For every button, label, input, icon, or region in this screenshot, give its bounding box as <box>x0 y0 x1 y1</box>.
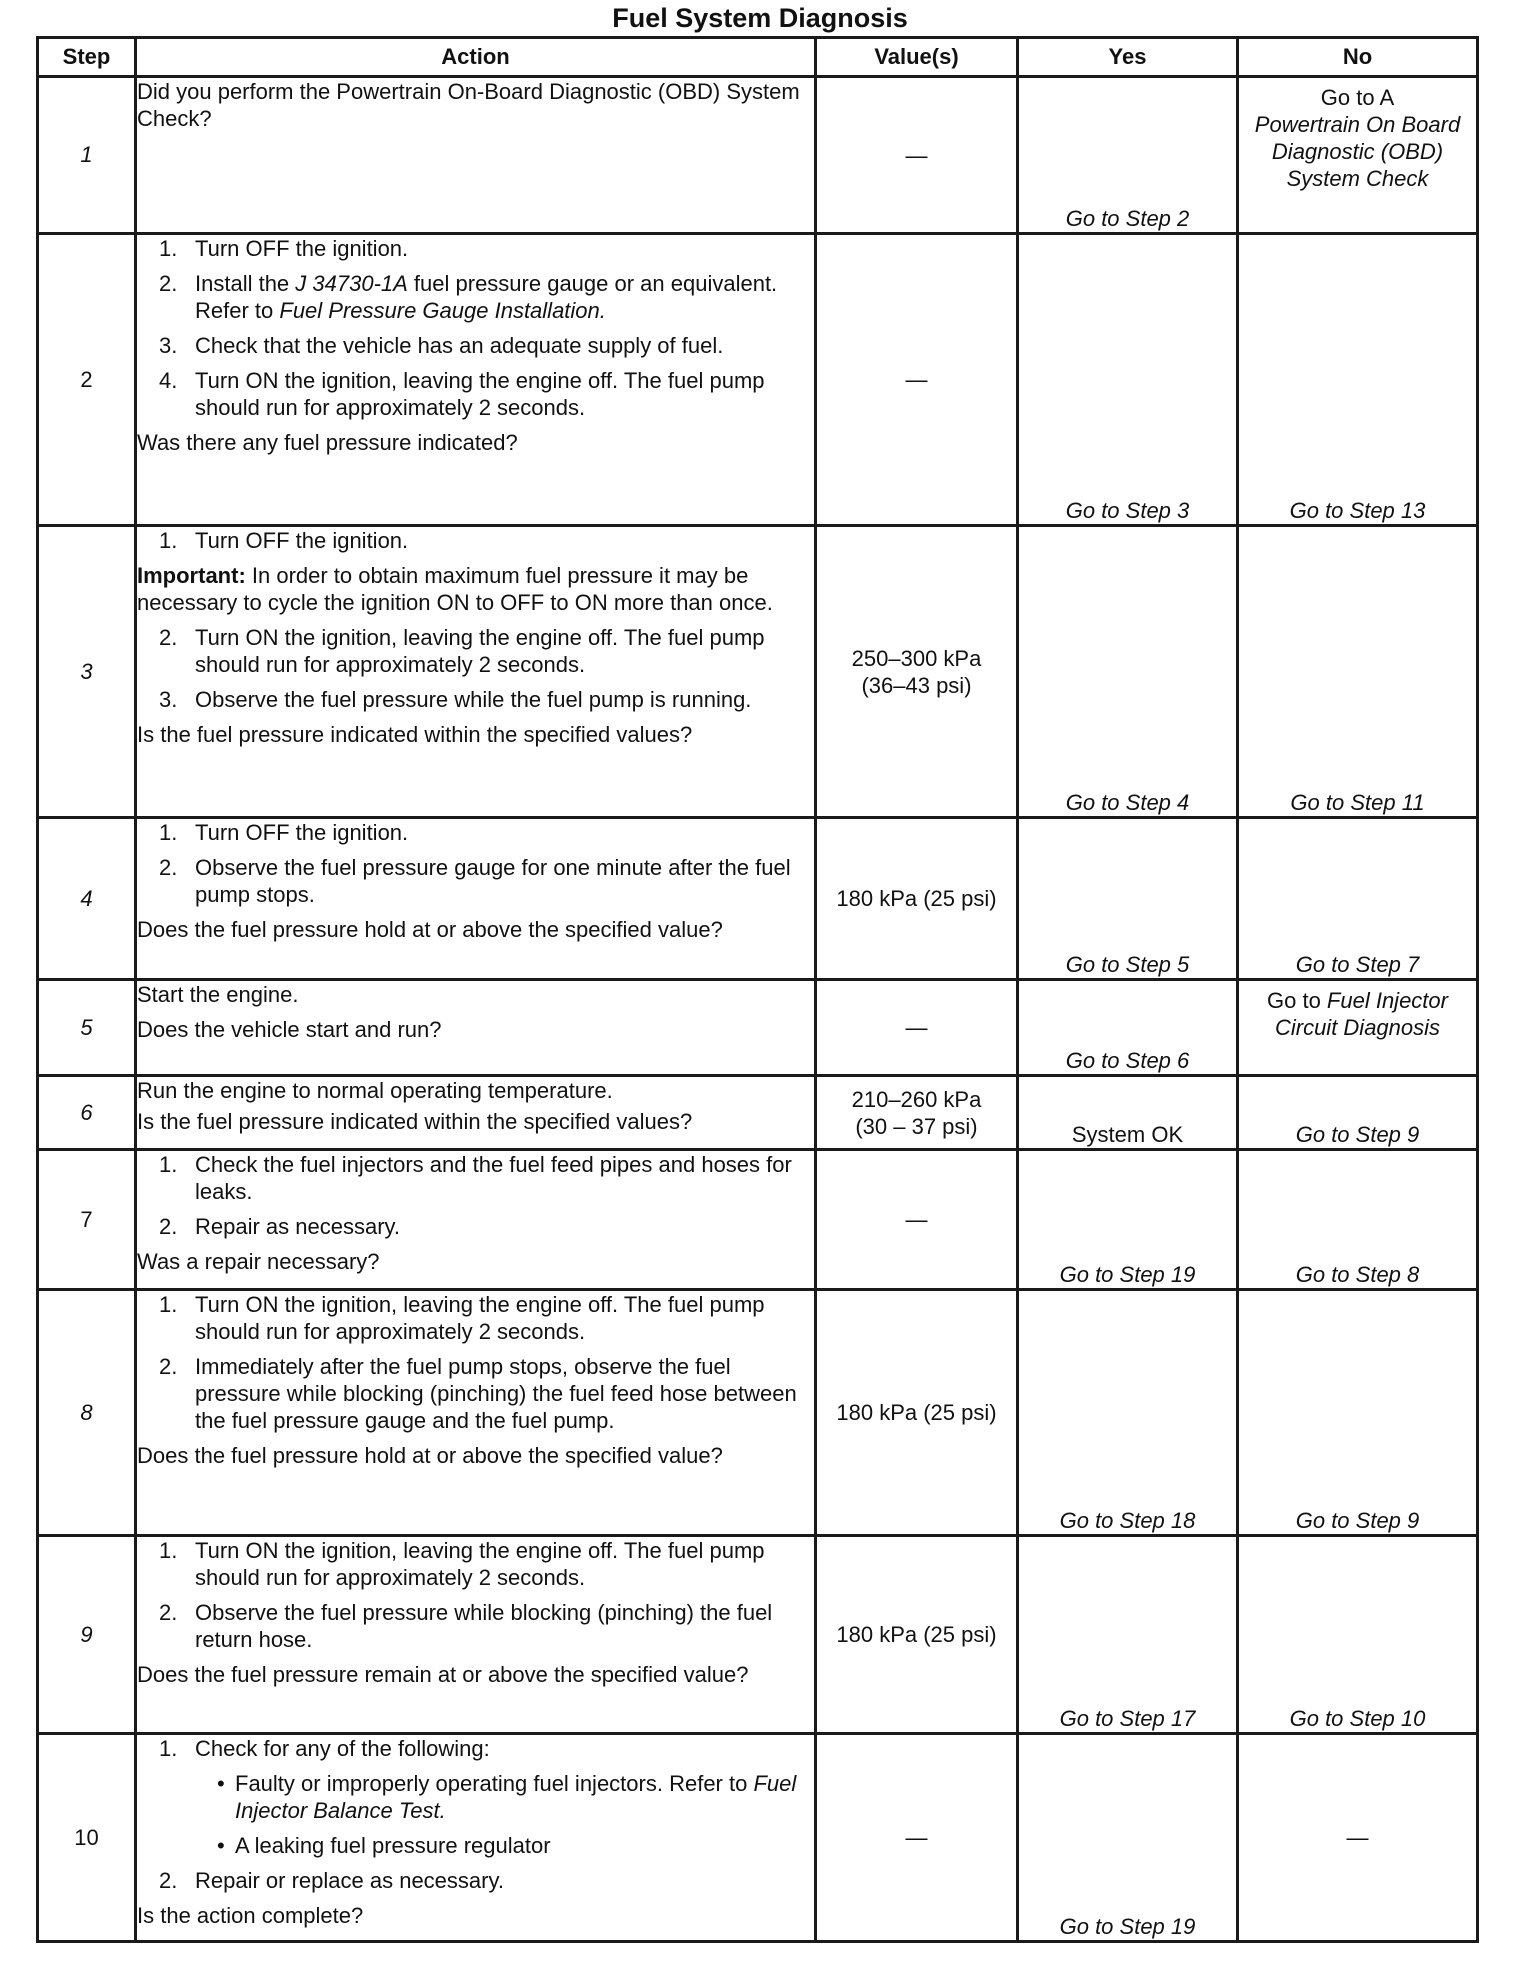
step-number: 2 <box>38 234 136 526</box>
yes-cell: System OK <box>1018 1076 1238 1150</box>
step-number: 9 <box>38 1536 136 1734</box>
no-cell: Go to Step 9 <box>1238 1290 1478 1536</box>
action-cell <box>136 526 816 818</box>
table-row <box>38 526 1478 818</box>
action-step: 1. Turn ON the ignition, leaving the engine off. The fuel pump should run for approximately 2 seconds. <box>159 1538 765 1590</box>
action-step: 1. Check the fuel injectors and the fuel feed pipes and hoses for leaks. <box>159 1152 792 1204</box>
action-cell <box>136 980 816 1076</box>
action-text: Run the engine to normal operating temperature. <box>137 1078 613 1103</box>
yes-cell: Go to Step 19 <box>1018 1150 1238 1290</box>
yes-cell: Go to Step 6 <box>1018 980 1238 1076</box>
action-question: Did you perform the Powertrain On-Board Diagnostic (OBD) System Check? <box>137 79 800 131</box>
no-cell: Go to Step 9 <box>1238 1076 1478 1150</box>
bullet-item: • Faulty or improperly operating fuel injectors. Refer to Fuel Injector Balance Test. <box>217 1771 797 1823</box>
no-reference: Fuel Injector Circuit Diagnosis <box>1274 988 1448 1040</box>
table-row <box>38 1734 1478 1942</box>
action-steps <box>137 624 814 713</box>
value-cell: 180 kPa (25 psi) <box>816 1290 1018 1536</box>
action-bullets <box>137 1770 814 1859</box>
action-steps <box>137 1151 814 1240</box>
action-step: 2. Repair as necessary. <box>159 1214 401 1239</box>
action-steps <box>137 1291 814 1434</box>
value-cell: 180 kPa (25 psi) <box>816 818 1018 980</box>
action-cell <box>136 1076 816 1150</box>
step-number: 3 <box>38 526 136 818</box>
value-cell: — <box>816 1734 1018 1942</box>
action-steps <box>137 819 814 908</box>
action-steps <box>137 1867 814 1894</box>
action-cell <box>136 77 816 234</box>
action-step: 1. Turn OFF the ignition. <box>159 236 409 261</box>
no-text: Go to A <box>1320 85 1395 110</box>
action-step: 2. Immediately after the fuel pump stops, observe the fuel pressure while blocking (pinching) the fuel feed hose between the fuel pressure gauge and the fuel pump. <box>159 1354 797 1433</box>
action-cell <box>136 1290 816 1536</box>
action-question: Is the action complete? <box>137 1903 364 1928</box>
action-question: Was a repair necessary? <box>137 1249 380 1274</box>
action-steps <box>137 1735 814 1762</box>
no-cell: Go to Step 13 <box>1238 234 1478 526</box>
no-cell: Go to Step 7 <box>1238 818 1478 980</box>
action-step: 2. Install the J 34730-1A fuel pressure gauge or an equivalent. Refer to Fuel Pressure Gauge Installation. <box>159 271 778 323</box>
header-yes: Yes <box>1018 38 1238 77</box>
yes-cell: Go to Step 19 <box>1018 1734 1238 1942</box>
table-row <box>38 980 1478 1076</box>
no-cell: — <box>1238 1734 1478 1942</box>
action-cell <box>136 1734 816 1942</box>
action-step: 2. Repair or replace as necessary. <box>159 1868 504 1893</box>
yes-cell: Go to Step 3 <box>1018 234 1238 526</box>
yes-cell: Go to Step 4 <box>1018 526 1238 818</box>
yes-cell: Go to Step 2 <box>1018 77 1238 234</box>
no-cell <box>1238 980 1478 1076</box>
step-number: 4 <box>38 818 136 980</box>
action-step: 1. Turn OFF the ignition. <box>159 528 409 553</box>
action-steps <box>137 235 814 421</box>
document-title: Fuel System Diagnosis <box>612 3 908 33</box>
action-step: 1. Turn OFF the ignition. <box>159 820 409 845</box>
value-cell: — <box>816 980 1018 1076</box>
no-reference: Powertrain On Board Diagnostic (OBD) System Check <box>1254 112 1461 191</box>
value-cell: 250–300 kPa (36–43 psi) <box>816 526 1018 818</box>
header-values: Value(s) <box>816 38 1018 77</box>
bullet-item: • A leaking fuel pressure regulator <box>217 1833 551 1858</box>
value-cell: — <box>816 77 1018 234</box>
table-row <box>38 234 1478 526</box>
yes-cell: Go to Step 18 <box>1018 1290 1238 1536</box>
table-row <box>38 77 1478 234</box>
action-steps <box>137 527 814 554</box>
action-steps <box>137 1537 814 1653</box>
action-question: Does the fuel pressure remain at or above the specified value? <box>137 1662 749 1687</box>
action-step: 4. Turn ON the ignition, leaving the engine off. The fuel pump should run for approximately 2 seconds. <box>159 368 765 420</box>
header-step: Step <box>38 38 136 77</box>
action-text: Start the engine. <box>137 982 299 1007</box>
table-row <box>38 818 1478 980</box>
step-number: 6 <box>38 1076 136 1150</box>
step-number: 10 <box>38 1734 136 1942</box>
action-step: 1. Turn ON the ignition, leaving the engine off. The fuel pump should run for approximately 2 seconds. <box>159 1292 765 1344</box>
no-cell: Go to Step 10 <box>1238 1536 1478 1734</box>
no-cell <box>1238 77 1478 234</box>
step-number: 5 <box>38 980 136 1076</box>
yes-cell: Go to Step 17 <box>1018 1536 1238 1734</box>
action-question: Is the fuel pressure indicated within the specified values? <box>137 1109 693 1134</box>
action-cell <box>136 1536 816 1734</box>
no-cell: Go to Step 11 <box>1238 526 1478 818</box>
table-row <box>38 1536 1478 1734</box>
action-cell <box>136 818 816 980</box>
action-step: 3. Check that the vehicle has an adequate supply of fuel. <box>159 333 724 358</box>
header-action: Action <box>136 38 816 77</box>
table-row <box>38 1290 1478 1536</box>
header-row <box>38 38 1478 77</box>
header-no: No <box>1238 38 1478 77</box>
action-step: 2. Turn ON the ignition, leaving the engine off. The fuel pump should run for approximately 2 seconds. <box>159 625 765 677</box>
action-cell <box>136 1150 816 1290</box>
table-row <box>38 1076 1478 1150</box>
value-cell: — <box>816 234 1018 526</box>
value-cell: 180 kPa (25 psi) <box>816 1536 1018 1734</box>
no-text: Go to <box>1267 988 1327 1013</box>
diagnosis-table <box>36 36 1479 1943</box>
action-question: Does the fuel pressure hold at or above the specified value? <box>137 917 723 942</box>
table-row <box>38 1150 1478 1290</box>
action-question: Is the fuel pressure indicated within the specified values? <box>137 722 693 747</box>
important-note: Important: In order to obtain maximum fuel pressure it may be necessary to cycle the ignition ON to OFF to ON more than once. <box>137 563 773 615</box>
action-cell <box>136 234 816 526</box>
action-question: Does the vehicle start and run? <box>137 1017 442 1042</box>
no-cell: Go to Step 8 <box>1238 1150 1478 1290</box>
action-step: 3. Observe the fuel pressure while the fuel pump is running. <box>159 687 752 712</box>
action-step: 2. Observe the fuel pressure while blocking (pinching) the fuel return hose. <box>159 1600 773 1652</box>
action-question: Does the fuel pressure hold at or above the specified value? <box>137 1443 723 1468</box>
step-number: 7 <box>38 1150 136 1290</box>
action-step: 1. Check for any of the following: <box>159 1736 490 1761</box>
value-cell: — <box>816 1150 1018 1290</box>
step-number: 1 <box>38 77 136 234</box>
action-question: Was there any fuel pressure indicated? <box>137 430 518 455</box>
value-cell: 210–260 kPa (30 – 37 psi) <box>816 1076 1018 1150</box>
yes-cell: Go to Step 5 <box>1018 818 1238 980</box>
step-number: 8 <box>38 1290 136 1536</box>
action-step: 2. Observe the fuel pressure gauge for one minute after the fuel pump stops. <box>159 855 791 907</box>
